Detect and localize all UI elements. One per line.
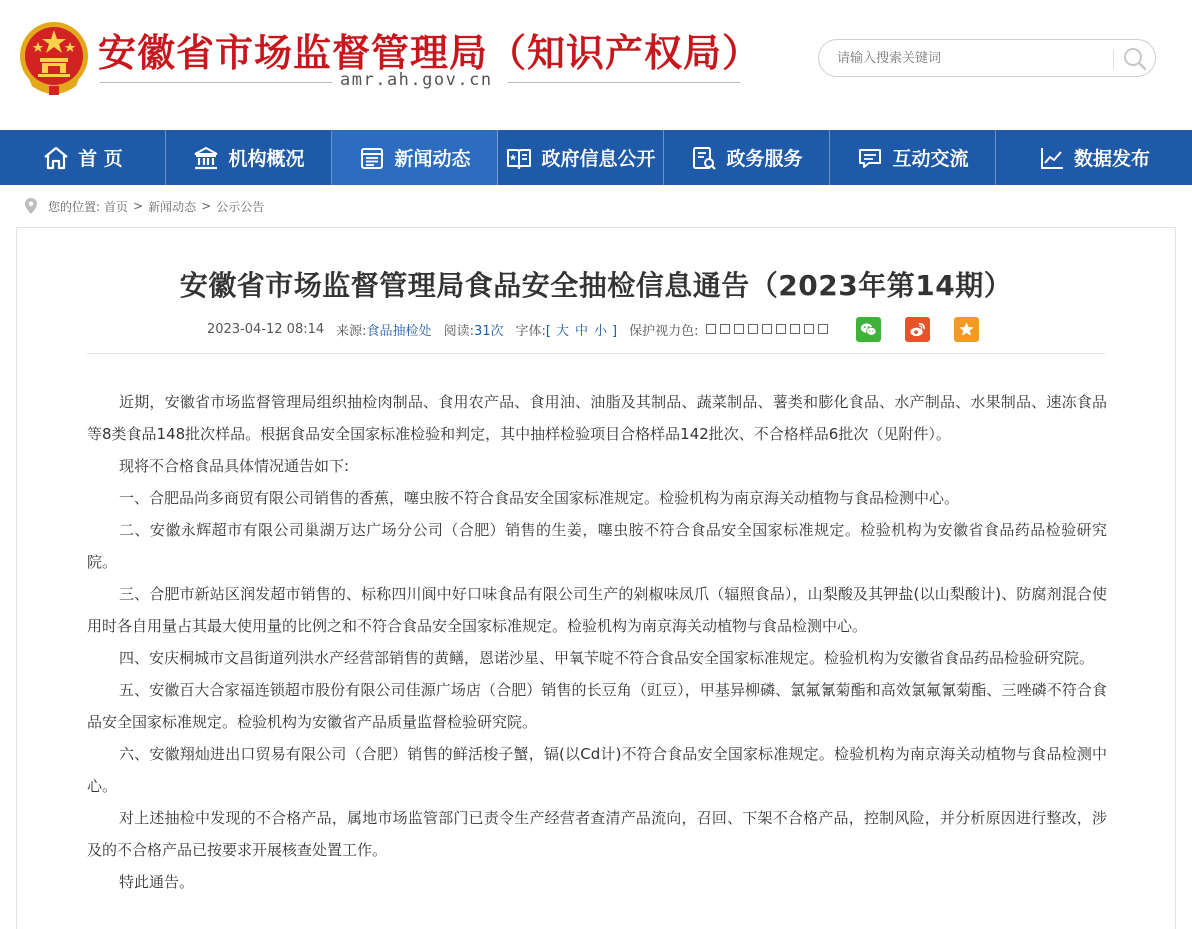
article-datetime: 2023-04-12 08:14 (207, 321, 325, 337)
vision-color-swatch[interactable] (804, 324, 814, 334)
views-label: 阅读: (443, 323, 474, 339)
font-size-open-bracket: [ (545, 323, 551, 339)
search-input[interactable] (837, 48, 1097, 68)
breadcrumb-home[interactable]: 首页 (104, 199, 129, 214)
article-paragraph: 一、合肥品尚多商贸有限公司销售的香蕉，噻虫胺不符合食品安全国家标准规定。检验机构为南京海关动植物与食品检测中心。 (119, 489, 960, 507)
wechat-share-button[interactable] (856, 317, 881, 342)
domain-line-right (508, 82, 740, 83)
nav-label: 政务服务 (726, 148, 803, 170)
nav-item-gov-info[interactable] (498, 130, 664, 185)
vision-color-swatch[interactable] (748, 324, 758, 334)
nav-label: 数据发布 (1073, 148, 1150, 170)
article-paragraph: 特此通告。 (119, 873, 195, 891)
article-paragraph: 现将不合格食品具体情况通告如下: (119, 457, 350, 475)
service-doc-icon (690, 144, 718, 172)
nav-label: 政府信息公开 (541, 148, 656, 170)
article-source[interactable]: 食品抽检处 (366, 323, 432, 339)
font-size-medium[interactable]: 中 (574, 323, 588, 339)
vision-color-swatch[interactable] (734, 324, 744, 334)
article-content (87, 386, 1107, 898)
location-pin-icon (24, 197, 38, 215)
search-icon[interactable] (1121, 45, 1149, 73)
nav-item-interaction[interactable] (830, 130, 996, 185)
home-icon (42, 144, 70, 172)
vision-color-swatch[interactable] (720, 324, 730, 334)
domain-line-left (100, 82, 332, 83)
info-book-icon (505, 144, 533, 172)
vision-color-swatch[interactable] (776, 324, 786, 334)
vision-color-swatches (706, 324, 832, 334)
font-size-label: 字体: (515, 323, 546, 339)
article-paragraph: 近期，安徽省市场监督管理局组织抽检肉制品、食用农产品、食用油、油脂及其制品、蔬菜制品、薯类和膨化食品、水产制品、水果制品、速冻食品等8类食品148批次样品。根据食品安全国家标准检验和判定，其中抽样检验项目合格样品142批次、不合格样品6批次（见附件）。 (87, 393, 1107, 443)
nav-label: 互动交流 (892, 148, 969, 170)
national-emblem-icon (18, 20, 90, 96)
search-box (818, 39, 1156, 77)
nav-label: 机构概况 (228, 148, 305, 170)
nav-item-home[interactable] (0, 130, 166, 185)
weibo-share-button[interactable] (905, 317, 930, 342)
article-title: 安徽省市场监督管理局食品安全抽检信息通告（2023年第14期） (179, 269, 1013, 302)
nav-item-institution[interactable] (166, 130, 332, 185)
weibo-icon (908, 320, 927, 339)
nav-item-gov-service[interactable] (664, 130, 830, 185)
search-divider (1113, 49, 1114, 69)
source-label: 来源: (336, 323, 367, 339)
vision-color-swatch[interactable] (762, 324, 772, 334)
domain-row (100, 70, 740, 94)
site-domain: amr.ah.gov.cn (340, 70, 493, 90)
news-icon (358, 144, 386, 172)
breadcrumb-news[interactable]: 新闻动态 (148, 199, 197, 214)
vision-color-swatch[interactable] (818, 324, 828, 334)
font-size-large[interactable]: 大 (555, 323, 569, 339)
article-paragraph: 对上述抽检中发现的不合格产品，属地市场监管部门已责令生产经营者查清产品流向，召回、下架不合格产品，控制风险，并分析原因进行整改，涉及的不合格产品已按要求开展核查处置工作。 (87, 809, 1107, 859)
vision-color-label: 保护视力色: (629, 323, 699, 339)
share-buttons (844, 317, 991, 342)
font-size-close-bracket: ] (612, 323, 618, 339)
font-size-small[interactable]: 小 (594, 323, 608, 339)
article-meta (207, 317, 1003, 341)
nav-label: 首 页 (78, 148, 123, 170)
chart-icon (1038, 144, 1066, 172)
site-title: 安徽省市场监督管理局（知识产权局） (98, 31, 762, 75)
breadcrumb (24, 196, 264, 216)
nav-item-data[interactable] (996, 130, 1192, 185)
article-paragraph: 三、合肥市新站区润发超市销售的、标称四川阆中好口味食品有限公司生产的剁椒味凤爪（辐照食品），山梨酸及其钾盐(以山梨酸计)、防腐剂混合使用时各自用量占其最大使用量的比例之和不符合食品安全国家标准规定。检验机构为南京海关动植物与食品检测中心。 (87, 585, 1107, 635)
vision-color-swatch[interactable] (790, 324, 800, 334)
breadcrumb-announcements[interactable]: 公示公告 (216, 199, 265, 214)
nav-item-news[interactable] (332, 130, 498, 185)
meta-divider (87, 353, 1105, 354)
wechat-icon (859, 320, 878, 339)
article-panel (16, 227, 1176, 929)
chat-icon (856, 144, 884, 172)
institution-icon (192, 144, 220, 172)
site-header (0, 0, 1192, 130)
breadcrumb-separator: > (201, 199, 212, 213)
favorite-button[interactable] (954, 317, 979, 342)
article-paragraph: 五、安徽百大合家福连锁超市股份有限公司佳源广场店（合肥）销售的长豆角（豇豆），甲基异柳磷、氯氟氰菊酯和高效氯氟氰菊酯、三唑磷不符合食品安全国家标准规定。检验机构为安徽省产品质量监督检验研究院。 (87, 681, 1107, 731)
article-paragraph: 二、安徽永辉超市有限公司巢湖万达广场分公司（合肥）销售的生姜，噻虫胺不符合食品安全国家标准规定。检验机构为安徽省食品药品检验研究院。 (87, 521, 1107, 571)
article-views: 31次 (473, 323, 504, 339)
article-paragraph: 四、安庆桐城市文昌街道列洪水产经营部销售的黄鳝，恩诺沙星、甲氧苄啶不符合食品安全国家标准规定。检验机构为安徽省食品药品检验研究院。 (119, 649, 1095, 667)
breadcrumb-prefix: 您的位置: (48, 199, 101, 214)
star-icon (957, 320, 976, 339)
main-nav (0, 130, 1192, 185)
font-size-switcher (546, 320, 617, 339)
breadcrumb-separator: > (133, 199, 144, 213)
nav-label: 新闻动态 (394, 148, 471, 170)
vision-color-swatch[interactable] (706, 324, 716, 334)
article-paragraph: 六、安徽翔灿进出口贸易有限公司（合肥）销售的鲜活梭子蟹，镉(以Cd计)不符合食品安全国家标准规定。检验机构为南京海关动植物与食品检测中心。 (87, 745, 1107, 795)
